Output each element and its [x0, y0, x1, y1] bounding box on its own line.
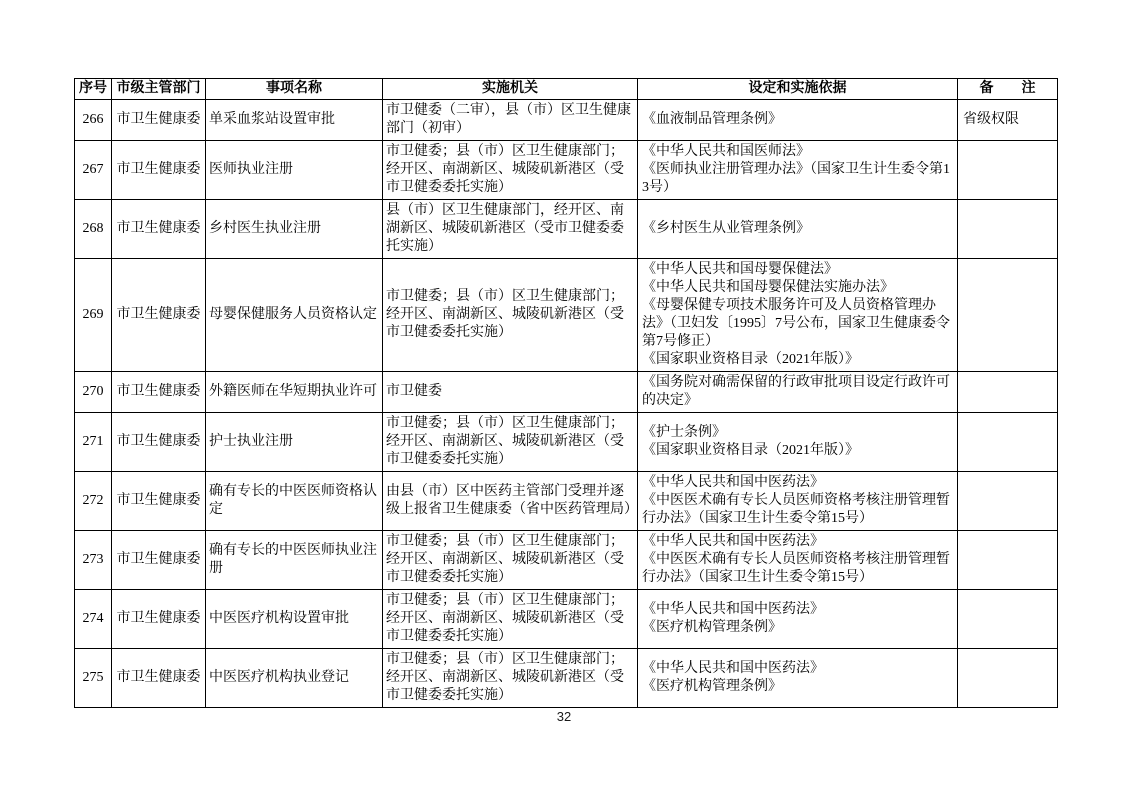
cell-department: 市卫生健康委	[112, 413, 206, 472]
cell-implementing-agency: 市卫健委；县（市）区卫生健康部门；经开区、南湖新区、城陵矶新港区（受市卫健委委托实施）	[383, 413, 638, 472]
legal-basis-entry: 《护士条例》	[642, 425, 726, 440]
column-header: 事项名称	[206, 79, 383, 100]
legal-basis-entry: 《医疗机构管理条例》	[642, 620, 782, 635]
legal-basis-entry: 《中华人民共和国中医药法》	[642, 534, 824, 549]
column-header: 序号	[75, 79, 112, 100]
column-header: 实施机关	[383, 79, 638, 100]
table-body	[75, 100, 1058, 708]
cell-implementing-agency: 县（市）区卫生健康部门，经开区、南湖新区、城陵矶新港区（受市卫健委委托实施）	[383, 200, 638, 259]
cell-department: 市卫生健康委	[112, 472, 206, 531]
cell-sequence-number: 274	[75, 590, 112, 649]
cell-sequence-number: 273	[75, 531, 112, 590]
cell-implementing-agency: 由县（市）区中医药主管部门受理并逐级上报省卫生健康委（省中医药管理局）	[383, 472, 638, 531]
legal-basis-entry: 《国务院对确需保留的行政审批项目设定行政许可的决定》	[642, 375, 950, 408]
cell-remark	[958, 372, 1058, 413]
cell-implementing-agency: 市卫健委；县（市）区卫生健康部门；经开区、南湖新区、城陵矶新港区（受市卫健委委托实施）	[383, 259, 638, 372]
cell-sequence-number: 268	[75, 200, 112, 259]
cell-remark	[958, 649, 1058, 708]
legal-basis-entry: 《中华人民共和国中医药法》	[642, 602, 824, 617]
cell-implementing-agency: 市卫健委（二审），县（市）区卫生健康部门（初审）	[383, 100, 638, 141]
cell-remark	[958, 472, 1058, 531]
table-row	[75, 372, 1058, 413]
legal-basis-entry: 《医师执业注册管理办法》（国家卫生计生委令第13号）	[642, 162, 950, 195]
cell-legal-basis	[638, 590, 958, 649]
cell-legal-basis	[638, 413, 958, 472]
approval-items-table	[74, 78, 1058, 708]
cell-sequence-number: 275	[75, 649, 112, 708]
cell-legal-basis	[638, 372, 958, 413]
legal-basis-entry: 《医疗机构管理条例》	[642, 679, 782, 694]
column-header: 备 注	[958, 79, 1058, 100]
cell-department: 市卫生健康委	[112, 372, 206, 413]
column-header: 设定和实施依据	[638, 79, 958, 100]
table-row	[75, 259, 1058, 372]
cell-sequence-number: 267	[75, 141, 112, 200]
table-row	[75, 531, 1058, 590]
legal-basis-entry: 《国家职业资格目录（2021年版）》	[642, 443, 859, 458]
cell-department: 市卫生健康委	[112, 141, 206, 200]
cell-remark: 省级权限	[958, 100, 1058, 141]
cell-item-name: 中医医疗机构设置审批	[206, 590, 383, 649]
cell-sequence-number: 266	[75, 100, 112, 141]
cell-sequence-number: 269	[75, 259, 112, 372]
cell-implementing-agency: 市卫健委；县（市）区卫生健康部门；经开区、南湖新区、城陵矶新港区（受市卫健委委托实施）	[383, 531, 638, 590]
table-row	[75, 100, 1058, 141]
table-row	[75, 472, 1058, 531]
cell-remark	[958, 200, 1058, 259]
cell-item-name: 确有专长的中医医师执业注册	[206, 531, 383, 590]
legal-basis-entry: 《中华人民共和国母婴保健法》	[642, 262, 838, 277]
legal-basis-entry: 《中华人民共和国医师法》	[642, 144, 810, 159]
legal-basis-entry: 《中华人民共和国中医药法》	[642, 661, 824, 676]
cell-sequence-number: 271	[75, 413, 112, 472]
cell-sequence-number: 270	[75, 372, 112, 413]
cell-item-name: 外籍医师在华短期执业许可	[206, 372, 383, 413]
legal-basis-entry: 《中医医术确有专长人员医师资格考核注册管理暂行办法》（国家卫生计生委令第15号）	[642, 552, 950, 585]
cell-legal-basis	[638, 100, 958, 141]
cell-department: 市卫生健康委	[112, 590, 206, 649]
table-row	[75, 649, 1058, 708]
cell-item-name: 单采血浆站设置审批	[206, 100, 383, 141]
column-header: 市级主管部门	[112, 79, 206, 100]
cell-item-name: 确有专长的中医医师资格认定	[206, 472, 383, 531]
cell-implementing-agency: 市卫健委；县（市）区卫生健康部门；经开区、南湖新区、城陵矶新港区（受市卫健委委托实施）	[383, 590, 638, 649]
cell-legal-basis	[638, 531, 958, 590]
cell-department: 市卫生健康委	[112, 259, 206, 372]
cell-item-name: 护士执业注册	[206, 413, 383, 472]
legal-basis-entry: 《乡村医生从业管理条例》	[642, 221, 810, 236]
cell-legal-basis	[638, 200, 958, 259]
cell-department: 市卫生健康委	[112, 100, 206, 141]
legal-basis-entry: 《母婴保健专项技术服务许可及人员资格管理办法》（卫妇发〔1995〕7号公布，国家卫生健康委令第7号修正）	[642, 298, 950, 349]
table-row	[75, 413, 1058, 472]
cell-legal-basis	[638, 649, 958, 708]
cell-implementing-agency: 市卫健委；县（市）区卫生健康部门；经开区、南湖新区、城陵矶新港区（受市卫健委委托实施）	[383, 141, 638, 200]
cell-implementing-agency: 市卫健委；县（市）区卫生健康部门；经开区、南湖新区、城陵矶新港区（受市卫健委委托实施）	[383, 649, 638, 708]
table-row	[75, 200, 1058, 259]
legal-basis-entry: 《国家职业资格目录（2021年版）》	[642, 352, 859, 367]
cell-legal-basis	[638, 141, 958, 200]
legal-basis-entry: 《中华人民共和国中医药法》	[642, 475, 824, 490]
cell-legal-basis	[638, 472, 958, 531]
cell-item-name: 母婴保健服务人员资格认定	[206, 259, 383, 372]
cell-department: 市卫生健康委	[112, 649, 206, 708]
cell-remark	[958, 259, 1058, 372]
cell-remark	[958, 413, 1058, 472]
header-row	[75, 79, 1058, 100]
cell-legal-basis	[638, 259, 958, 372]
cell-item-name: 医师执业注册	[206, 141, 383, 200]
table-row	[75, 141, 1058, 200]
cell-department: 市卫生健康委	[112, 200, 206, 259]
cell-remark	[958, 531, 1058, 590]
cell-department: 市卫生健康委	[112, 531, 206, 590]
cell-item-name: 中医医疗机构执业登记	[206, 649, 383, 708]
cell-sequence-number: 272	[75, 472, 112, 531]
cell-remark	[958, 141, 1058, 200]
page-number: 32	[556, 709, 572, 724]
legal-basis-entry: 《中华人民共和国母婴保健法实施办法》	[642, 280, 894, 295]
cell-implementing-agency: 市卫健委	[383, 372, 638, 413]
legal-basis-entry: 《中医医术确有专长人员医师资格考核注册管理暂行办法》（国家卫生计生委令第15号）	[642, 493, 950, 526]
legal-basis-entry: 《血液制品管理条例》	[642, 112, 782, 127]
cell-remark	[958, 590, 1058, 649]
cell-item-name: 乡村医生执业注册	[206, 200, 383, 259]
table-row	[75, 590, 1058, 649]
